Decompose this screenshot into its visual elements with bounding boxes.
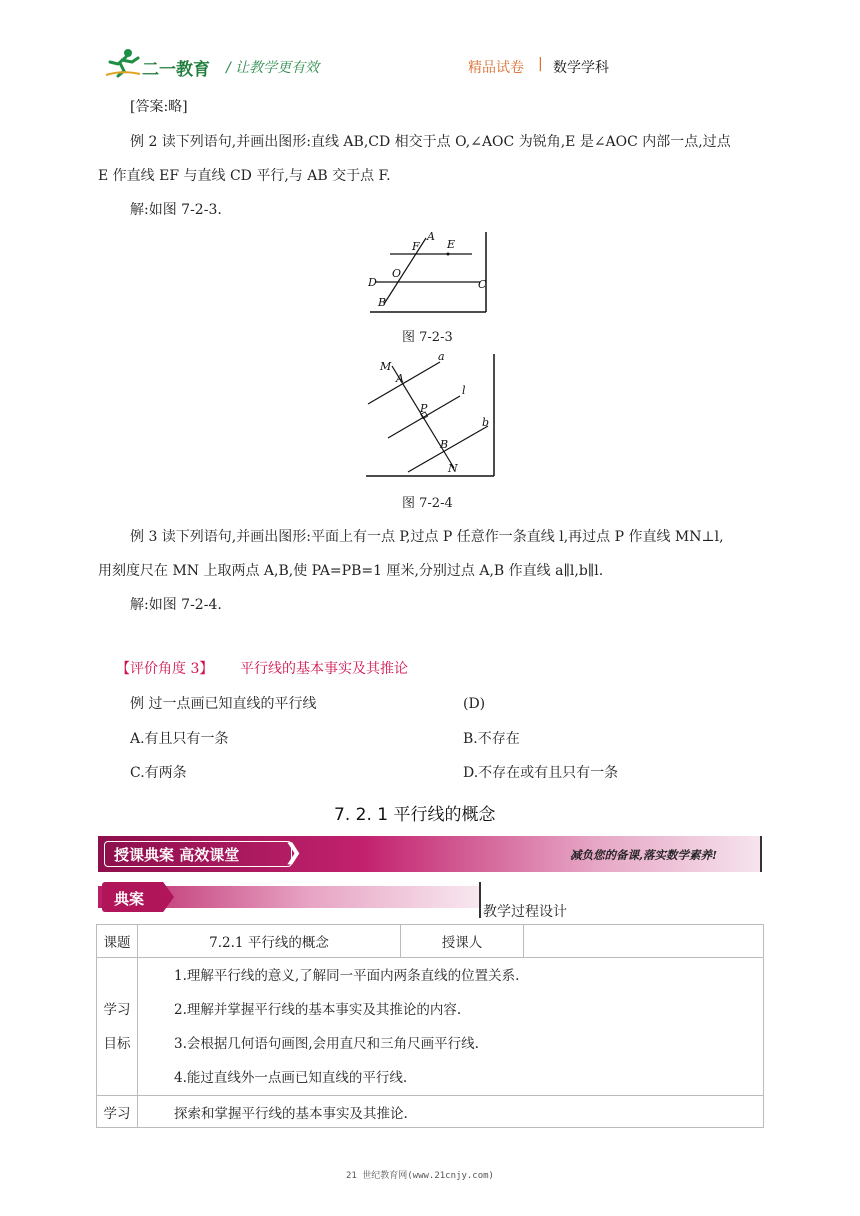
option-b: B.不存在 [463, 731, 520, 747]
header-subject: 数学学科 [553, 60, 609, 76]
label-C: C [478, 278, 487, 291]
runner-logo-icon [104, 48, 142, 78]
goal-item: 1.理解平行线的意义,了解同一平面内两条直线的位置关系. [174, 967, 520, 984]
banner-case [98, 882, 481, 918]
label-D: D [368, 276, 377, 289]
cell-teacher-value [524, 925, 764, 958]
label-A: A [396, 372, 404, 385]
figure-7-2-3-caption: 图 7-2-3 [402, 330, 453, 345]
header-separator: | [538, 56, 543, 72]
banner-case-divider [479, 882, 481, 918]
cell-topic-value: 7.2.1 平行线的概念 [138, 925, 401, 958]
label-A: A [427, 230, 435, 243]
label-b: b [482, 416, 490, 429]
label-F: F [412, 240, 420, 253]
example-3-line-2: 用刻度尺在 MN 上取两点 A,B,使 PA=PB=1 厘米,分别过点 A,B 作直线 a∥l,b∥l. [98, 563, 604, 579]
banner-lesson-left: 授课典案 高效课堂 [114, 846, 240, 864]
example-2-line-2: E 作直线 EF 与直线 CD 平行,与 AB 交于点 F. [98, 168, 391, 184]
figure-7-2-4 [364, 350, 500, 478]
option-d: D.不存在或有且只有一条 [463, 765, 619, 781]
cell-goals [138, 958, 764, 1096]
lesson-table [96, 924, 764, 1128]
example-2-line-1: 例 2 读下列语句,并画出图形:直线 AB,CD 相交于点 O,∠AOC 为锐角,E 是∠AOC 内部一点,过点 [130, 134, 731, 150]
figure-7-2-3 [368, 228, 492, 314]
eval-angle-title: 平行线的基本事实及其推论 [240, 661, 408, 677]
option-c: C.有两条 [130, 765, 187, 781]
label-E: E [447, 238, 456, 251]
banner-case-right: 教学过程设计 [483, 904, 567, 920]
banner-lesson [98, 836, 762, 872]
example-2-solution: 解:如图 7-2-3. [130, 202, 222, 218]
option-a: A.有且只有一条 [130, 731, 229, 747]
label-B: B [440, 438, 449, 451]
eval-question: 例 过一点画已知直线的平行线 [130, 696, 317, 712]
example-3-line-1: 例 3 读下列语句,并画出图形:平面上有一点 P,过点 P 任意作一条直线 l,再过点 P 作直线 MN⊥l, [130, 529, 724, 545]
header-paper-type: 精品试卷 [468, 60, 524, 76]
label-B: B [378, 296, 387, 309]
figure-7-2-4-caption: 图 7-2-4 [402, 496, 453, 511]
banner-case-left: 典案 [114, 890, 145, 908]
goal-item: 2.理解并掌握平行线的基本事实及其推论的内容. [174, 1001, 462, 1018]
header-slogan: / 让教学更有效 [226, 60, 320, 76]
logo-text: 二一教育 [142, 60, 210, 80]
label-l: l [462, 384, 466, 397]
label-M: M [380, 360, 392, 373]
cell-key-value: 探索和掌握平行线的基本事实及其推论. [138, 1096, 764, 1128]
cell-goals-label: 学习 目标 [97, 958, 138, 1096]
cell-topic-label: 课题 [97, 925, 138, 958]
label-P: P [420, 402, 428, 415]
table-row [97, 958, 764, 1096]
banner-lesson-right: 减负您的备课,落实数学素养! [570, 848, 718, 862]
chevron-right-icon: ❯ [284, 840, 303, 865]
answer-text: [答案:略] [130, 99, 188, 115]
section-title: 7. 2. 1 平行线的概念 [334, 805, 496, 825]
example-3-solution: 解:如图 7-2-4. [130, 597, 222, 613]
label-a: a [438, 350, 445, 363]
goal-item: 3.会根据几何语句画图,会用直尺和三角尺画平行线. [174, 1035, 479, 1052]
eval-answer: (D) [463, 696, 486, 712]
footer: 21 世纪教育网(www.21cnjy.com) [346, 1171, 494, 1181]
table-row [97, 925, 764, 958]
table-row [97, 1096, 764, 1128]
cell-teacher-label: 授课人 [401, 925, 524, 958]
label-O: O [392, 267, 402, 280]
cell-key-label: 学习 [97, 1096, 138, 1128]
header [0, 0, 860, 90]
eval-angle-tag: 【评价角度 3】 [116, 661, 214, 677]
label-N: N [448, 462, 458, 475]
goal-item: 4.能过直线外一点画已知直线的平行线. [174, 1069, 408, 1086]
